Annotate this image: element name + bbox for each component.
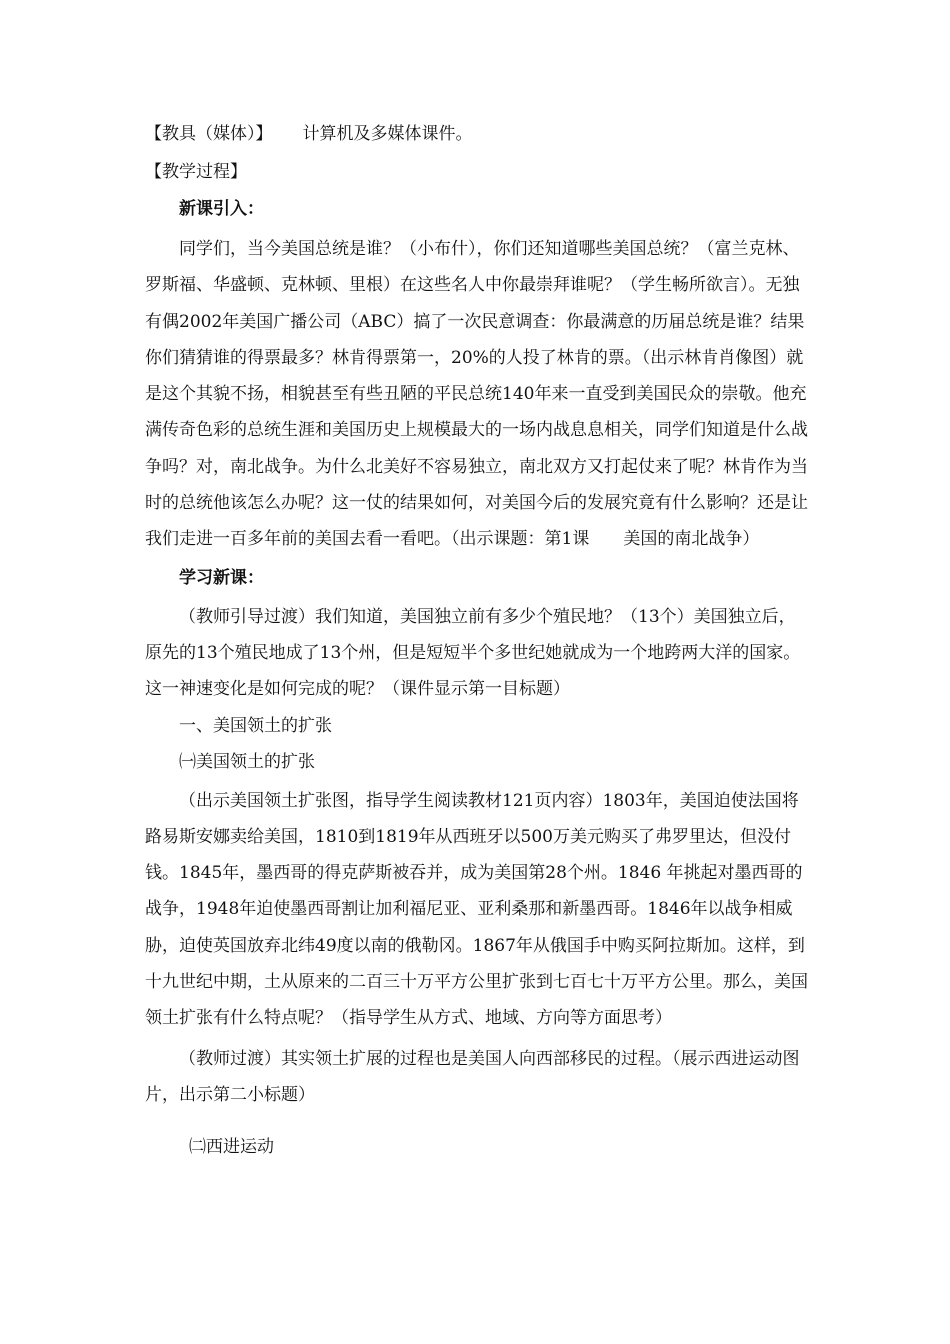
section-one-title: 一、美国领土的扩张 [179, 715, 332, 736]
territory-expansion-paragraph: （出示美国领土扩张图，指导学生阅读教材121页内容）1803年，美国迫使法国将路易斯安娜卖给美国，1810到1819年从西班牙以500万美元购买了弗罗里达，但没付钱。1845年，墨西哥的得克萨斯被吞并，成为美国第28个州。1846 年挑起对墨西哥的战争，1948年迫使墨西哥割让加利福尼亚、亚利桑那和新墨西哥。1846年以战争相威胁，迫使英国放弃北纬49度以南的俄勒冈。1867年从俄国手中购买阿拉斯加。这样，到十九世纪中期，土从原来的二百三十万平方公里扩张到七百七十万平方公里。那么，美国领土扩张有什么特点呢？（指导学生从方式、地域、方向等方面思考） [145, 790, 808, 1029]
teaching-tools-text: 计算机及多媒体课件。 [302, 124, 473, 144]
document-content [145, 120, 810, 1161]
subsection-two-title: ㈡西进运动 [189, 1137, 274, 1158]
learning-new-lesson-heading: 学习新课： [179, 567, 264, 588]
teaching-tools-label: 【教具（媒体）】 [145, 124, 273, 144]
intro-paragraph: 同学们，当今美国总统是谁？（小布什），你们还知道哪些美国总统？（富兰克林、罗斯福、华盛顿、克林顿、里根）在这些名人中你最崇拜谁呢？（学生畅所欲言）。无独有偶2002年美国广播公司（ABC）搞了一次民意调查：你最满意的历届总统是谁？结果你们猜猜谁的得票最多？林肯得票第一，20%的人投了林肯的票。（出示林肯肖像图）就是这个其貌不扬，相貌甚至有些丑陋的平民总统140年来一直受到美国民众的崇敬。他充满传奇色彩的总统生涯和美国历史上规模最大的一场内战息息相关，同学们知道是什么战争吗？对，南北战争。为什么北美好不容易独立，南北双方又打起仗来了呢？林肯作为当时的总统他该怎么办呢？这一仗的结果如何，对美国今后的发展究竟有什么影响？还是让我们走进一百多年前的美国去看一看吧。（出示课题：第1课 美国的南北战争） [145, 239, 808, 550]
teaching-process-label: 【教学过程】 [145, 162, 247, 182]
new-lesson-intro-heading: 新课引入： [179, 199, 264, 219]
transition-paragraph: （教师引导过渡）我们知道，美国独立前有多少个殖民地？（13个）美国独立后，原先的13个殖民地成了13个州，但是短短半个多世纪她就成为一个地跨两大洋的国家。这一神速变化是如何完成的呢？（课件显示第一目标题） [145, 606, 801, 700]
teaching-tools-line [145, 120, 810, 148]
westward-transition-paragraph: （教师过渡）其实领土扩展的过程也是美国人向西部移民的过程。（展示西进运动图片，出示第二小标题） [145, 1048, 800, 1105]
teaching-process-line [145, 158, 810, 186]
subsection-one-title: ㈠美国领土的扩张 [179, 751, 315, 772]
